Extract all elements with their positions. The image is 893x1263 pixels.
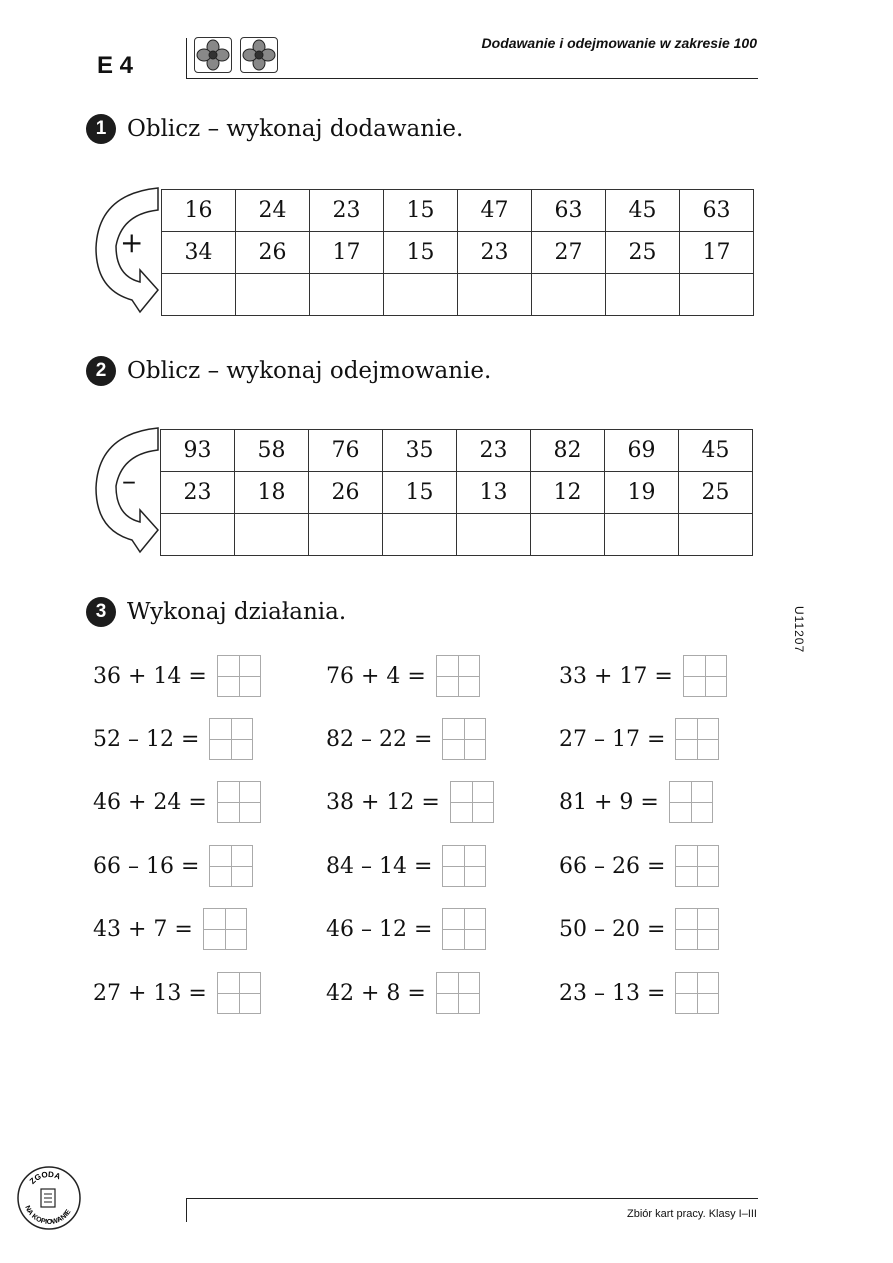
answer-cell[interactable] xyxy=(162,274,236,316)
answer-box[interactable] xyxy=(217,972,261,1014)
table-cell: 24 xyxy=(236,190,310,232)
document-icon xyxy=(41,1189,55,1207)
equation: 82 – 22 = xyxy=(326,718,486,760)
equation: 23 – 13 = xyxy=(559,972,719,1014)
table-cell: 26 xyxy=(309,472,383,514)
equation: 46 – 12 = xyxy=(326,908,486,950)
answer-box[interactable] xyxy=(217,655,261,697)
answer-box[interactable] xyxy=(209,845,253,887)
answer-cell[interactable] xyxy=(309,514,383,556)
answer-box[interactable] xyxy=(675,845,719,887)
table-cell: 18 xyxy=(235,472,309,514)
answer-box[interactable] xyxy=(436,972,480,1014)
answer-box[interactable] xyxy=(203,908,247,950)
table-cell: 69 xyxy=(605,430,679,472)
answer-cell[interactable] xyxy=(532,274,606,316)
equation: 81 + 9 = xyxy=(559,781,713,823)
table-cell: 23 xyxy=(457,430,531,472)
answer-box[interactable] xyxy=(675,908,719,950)
operator-plus: + xyxy=(120,226,144,259)
table-cell: 45 xyxy=(606,190,680,232)
equation: 84 – 14 = xyxy=(326,845,486,887)
table-cell: 23 xyxy=(458,232,532,274)
answer-cell[interactable] xyxy=(606,274,680,316)
stamp-top-text: ZGODA xyxy=(27,1169,62,1186)
equation: 27 – 17 = xyxy=(559,718,719,760)
flower-icon xyxy=(194,37,232,73)
page-code: E 4 xyxy=(97,52,134,79)
footer-divider xyxy=(186,1198,187,1222)
answer-box[interactable] xyxy=(442,845,486,887)
table-cell: 76 xyxy=(309,430,383,472)
table-cell: 15 xyxy=(383,472,457,514)
answer-box[interactable] xyxy=(683,655,727,697)
table-cell: 23 xyxy=(310,190,384,232)
answer-cell[interactable] xyxy=(235,514,309,556)
answer-box[interactable] xyxy=(209,718,253,760)
table-cell: 17 xyxy=(310,232,384,274)
table-cell: 26 xyxy=(236,232,310,274)
answer-box[interactable] xyxy=(217,781,261,823)
table-cell: 23 xyxy=(161,472,235,514)
task-2-heading xyxy=(86,356,491,386)
table-cell: 82 xyxy=(531,430,605,472)
table-cell: 12 xyxy=(531,472,605,514)
answer-box[interactable] xyxy=(442,718,486,760)
equation: 52 – 12 = xyxy=(93,718,253,760)
table-cell: 93 xyxy=(161,430,235,472)
answer-cell[interactable] xyxy=(458,274,532,316)
answer-cell[interactable] xyxy=(679,514,753,556)
answer-box[interactable] xyxy=(675,718,719,760)
equation: 50 – 20 = xyxy=(559,908,719,950)
task-2-title: Oblicz – wykonaj odejmowanie. xyxy=(127,358,492,384)
answer-cell[interactable] xyxy=(236,274,310,316)
table-cell: 35 xyxy=(383,430,457,472)
task-1-title: Oblicz – wykonaj dodawanie. xyxy=(127,116,464,142)
table-cell: 17 xyxy=(680,232,754,274)
answer-cell[interactable] xyxy=(161,514,235,556)
table-cell: 63 xyxy=(680,190,754,232)
equation: 76 + 4 = xyxy=(326,655,480,697)
equation: 42 + 8 = xyxy=(326,972,480,1014)
side-code: U11207 xyxy=(792,606,806,654)
answer-cell[interactable] xyxy=(310,274,384,316)
table-cell: 15 xyxy=(384,232,458,274)
header-divider xyxy=(186,38,187,79)
task-number-badge: 1 xyxy=(86,114,116,144)
subtraction-table xyxy=(160,429,753,556)
equation: 66 – 16 = xyxy=(93,845,253,887)
answer-cell[interactable] xyxy=(384,274,458,316)
table-cell: 45 xyxy=(679,430,753,472)
answer-box[interactable] xyxy=(669,781,713,823)
flower-icon xyxy=(240,37,278,73)
answer-box[interactable] xyxy=(436,655,480,697)
table-cell: 63 xyxy=(532,190,606,232)
operator-minus: – xyxy=(122,464,136,497)
table-cell: 19 xyxy=(605,472,679,514)
equation: 66 – 26 = xyxy=(559,845,719,887)
answer-box[interactable] xyxy=(450,781,494,823)
answer-cell[interactable] xyxy=(531,514,605,556)
task-1-heading xyxy=(86,114,463,144)
equation: 38 + 12 = xyxy=(326,781,494,823)
table-cell: 13 xyxy=(457,472,531,514)
answer-cell[interactable] xyxy=(680,274,754,316)
task-number-badge: 3 xyxy=(86,597,116,627)
equation: 27 + 13 = xyxy=(93,972,261,1014)
table-cell: 16 xyxy=(162,190,236,232)
table-cell: 27 xyxy=(532,232,606,274)
answer-cell[interactable] xyxy=(605,514,679,556)
answer-box[interactable] xyxy=(442,908,486,950)
equation: 46 + 24 = xyxy=(93,781,261,823)
answer-box[interactable] xyxy=(675,972,719,1014)
stamp-bottom-text: NA KOPIOWANIE xyxy=(23,1204,73,1227)
table-cell: 25 xyxy=(679,472,753,514)
equation: 33 + 17 = xyxy=(559,655,727,697)
footer-text: Zbiór kart pracy. Klasy I–III xyxy=(626,1208,757,1220)
table-cell: 25 xyxy=(606,232,680,274)
footer-rule xyxy=(186,1198,758,1199)
task-3-title: Wykonaj działania. xyxy=(127,599,347,625)
table-cell: 58 xyxy=(235,430,309,472)
task-number-badge: 2 xyxy=(86,356,116,386)
task-3-heading xyxy=(86,597,346,627)
equation: 43 + 7 = xyxy=(93,908,247,950)
addition-table xyxy=(161,189,754,316)
table-cell: 47 xyxy=(458,190,532,232)
table-cell: 34 xyxy=(162,232,236,274)
subject-title: Dodawanie i odejmowanie w zakresie 100 xyxy=(481,35,757,51)
answer-cell[interactable] xyxy=(457,514,531,556)
equation: 36 + 14 = xyxy=(93,655,261,697)
answer-cell[interactable] xyxy=(383,514,457,556)
header-rule xyxy=(186,78,758,79)
copy-permission-stamp xyxy=(16,1165,82,1231)
table-cell: 15 xyxy=(384,190,458,232)
